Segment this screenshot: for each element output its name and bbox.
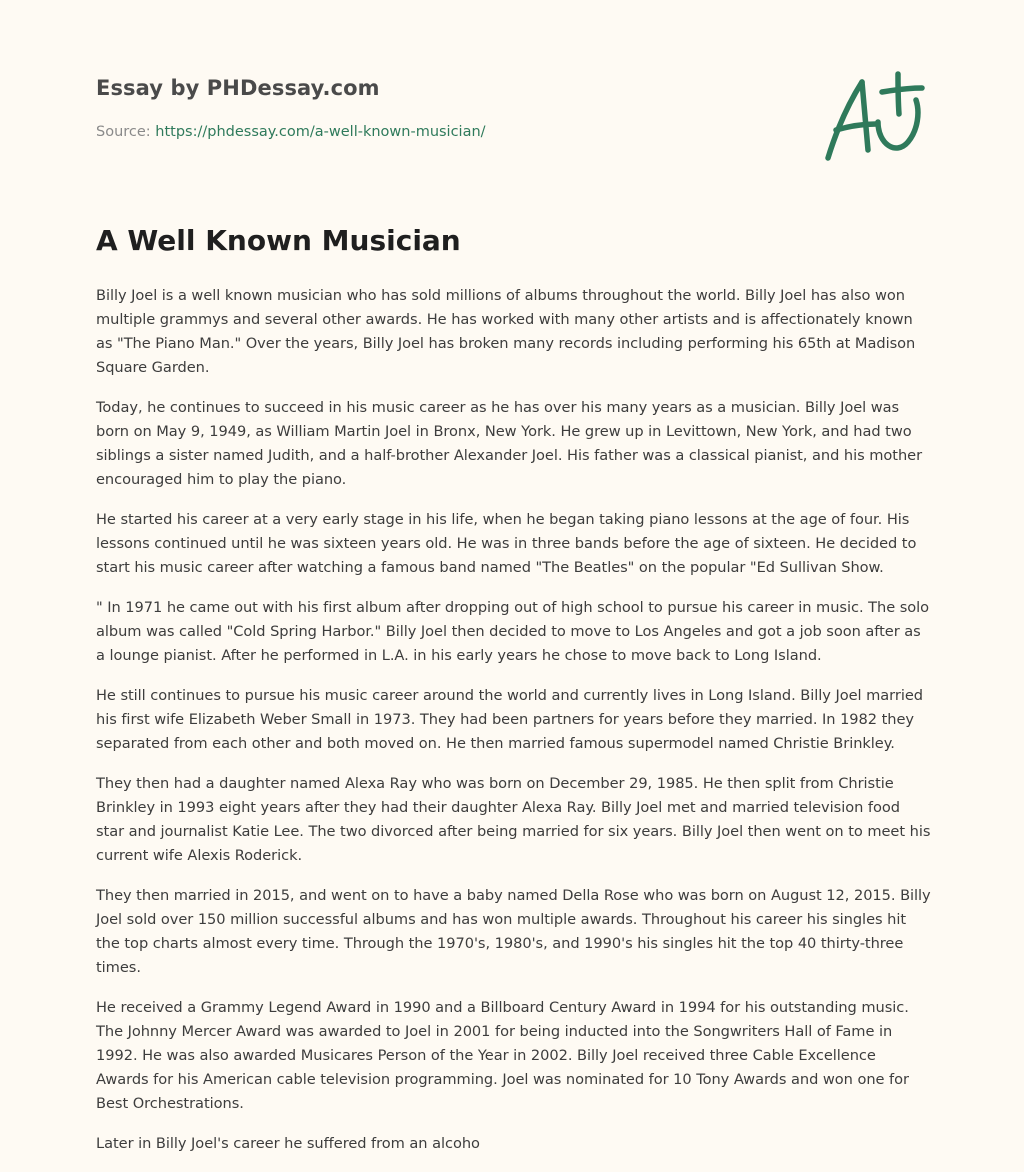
essay-paragraph: He received a Grammy Legend Award in 1990 and a Billboard Century Award in 1994 for his outstanding music. The Johnny Mercer Award was awarded to Joel in 2001 for being inducted into the Songwriters Hall of Fame in 1992. He was also awarded Musicares Person of the Year in 2002. Billy Joel received three Cable Excellence Awards for his American cable television programming. Joel was nominated for 10 Tony Awards and won one for Best Orchestrations. xyxy=(96,999,909,1112)
source-label: Source: xyxy=(96,124,156,140)
essay-title: A Well Known Musician xyxy=(96,224,461,257)
essay-paragraph: They then married in 2015, and went on to have a baby named Della Rose who was born on August 12, 2015. Billy Joel sold over 150 million successful albums and has won multiple awards. Throughout his career his singles hit the top charts almost every time. Through the 1970's, 1980's, and 1990's his singles hit the top 40 thirty-three times. xyxy=(96,887,931,976)
essay-paragraph: Today, he continues to succeed in his music career as he has over his many years as a musician. Billy Joel was born on May 9, 1949, as William Martin Joel in Bronx, New York. He grew up in Levittown, New York, and had two siblings a sister named Judith, and a half-brother Alexander Joel. His father was a classical pianist, and his mother encouraged him to play the piano. xyxy=(96,399,923,488)
essay-paragraph: They then had a daughter named Alexa Ray who was born on December 29, 1985. He then split from Christie Brinkley in 1993 eight years after they had their daughter Alexa Ray. Billy Joel met and married television food star and journalist Katie Lee. The two divorced after being married for six years. Billy Joel then went on to meet his current wife Alexis Roderick. xyxy=(96,775,931,864)
essay-paragraph: " In 1971 he came out with his first album after dropping out of high school to pursue his career in music. The solo album was called "Cold Spring Harbor." Billy Joel then decided to move to Los Angeles and got a job soon after as a lounge pianist. After he performed in L.A. in his early years he chose to move back to Long Island. xyxy=(96,599,930,664)
essay-body xyxy=(96,284,932,1172)
essay-paragraph: Billy Joel is a well known musician who has sold millions of albums throughout the world. Billy Joel has also won multiple grammys and several other awards. He has worked with many other artists and is affectionately known as "The Piano Man." Over the years, Billy Joel has broken many records including performing his 65th at Madison Square Garden. xyxy=(96,287,916,376)
source-link[interactable]: https://phdessay.com/a-well-known-musician/ xyxy=(155,124,486,140)
essay-paragraph: He started his career at a very early stage in his life, when he began taking piano lessons at the age of four. His lessons continued until he was sixteen years old. He was in three bands before the age of sixteen. He decided to start his music career after watching a famous band named "The Beatles" on the popular "Ed Sullivan Show. xyxy=(96,511,917,576)
a-plus-logo-icon xyxy=(822,66,926,166)
essay-paragraph: He still continues to pursue his music career around the world and currently lives in Long Island. Billy Joel married his first wife Elizabeth Weber Small in 1973. They had been partners for years before they married. In 1982 they separated from each other and both moved on. He then married famous supermodel named Christie Brinkley. xyxy=(96,687,923,752)
essay-paragraph: Later in Billy Joel's career he suffered from an alcoho xyxy=(96,1135,480,1152)
source-line xyxy=(96,124,486,140)
site-title: Essay by PHDessay.com xyxy=(96,76,380,100)
